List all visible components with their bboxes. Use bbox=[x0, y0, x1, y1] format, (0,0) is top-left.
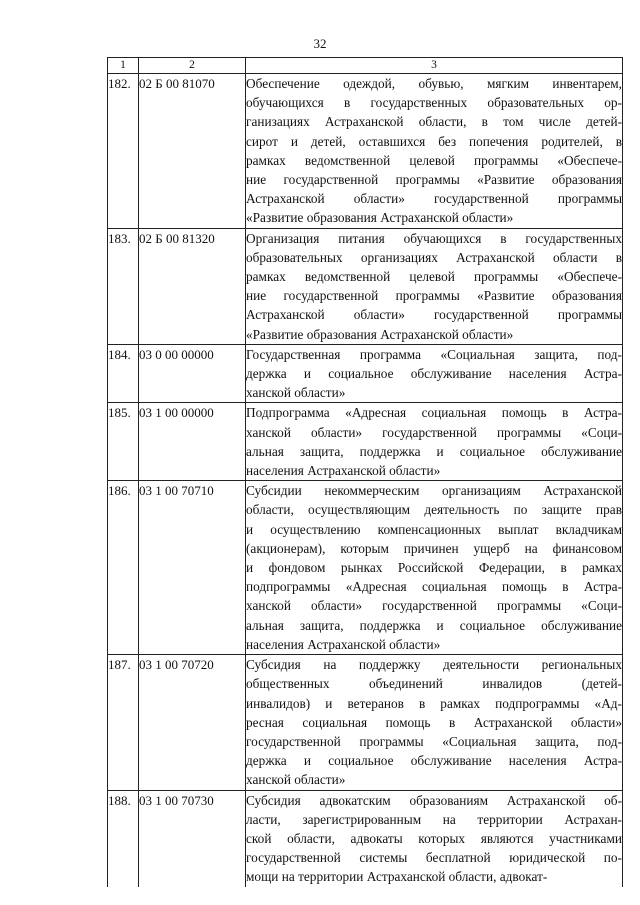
budget-code-table bbox=[107, 57, 623, 887]
row-description bbox=[246, 403, 623, 481]
budget-code: 03 1 00 00000 bbox=[139, 403, 246, 481]
description-line: и осуществлению компенсационных выплат вкладчикам bbox=[246, 521, 622, 537]
description-line: обучающихся в государственных образовательных ор- bbox=[246, 95, 622, 111]
table-body bbox=[108, 74, 623, 887]
table-row bbox=[108, 403, 623, 481]
description-line: Подпрограмма «Адресная социальная помощь в Астра- bbox=[246, 405, 622, 421]
row-number: 188. bbox=[108, 790, 139, 887]
description-line: альная защита, поддержка и социальное обслуживание bbox=[246, 617, 622, 633]
description-line: и фондовом рынках Российской Федерации, в рамках bbox=[246, 560, 622, 576]
description-line: держка и социальное обслуживание населения Астра- bbox=[246, 753, 622, 769]
budget-code: 03 1 00 70730 bbox=[139, 790, 246, 887]
description-line: Астраханской области» государственной программы bbox=[246, 307, 622, 323]
description-line: ресная социальная помощь в Астраханской области» bbox=[246, 714, 622, 730]
description-line: ласти, зарегистрированным на территории Астрахан- bbox=[246, 811, 622, 827]
row-description bbox=[246, 790, 623, 887]
description-line: «Развитие образования Астраханской области» bbox=[246, 326, 514, 342]
description-line: ние государственной программы «Развитие образования bbox=[246, 288, 622, 304]
description-line: ханской области» государственной программы «Соци- bbox=[246, 598, 622, 614]
table-row bbox=[108, 228, 623, 344]
table-row bbox=[108, 74, 623, 229]
description-line: Субсидия адвокатским образованиям Астраханской об- bbox=[246, 792, 622, 808]
description-line: сирот и детей, оставшихся без попечения родителей, в bbox=[246, 133, 622, 149]
description-line: Астраханской области» государственной программы bbox=[246, 191, 622, 207]
row-description bbox=[246, 655, 623, 790]
row-description bbox=[246, 481, 623, 655]
row-description bbox=[246, 228, 623, 344]
table-row bbox=[108, 481, 623, 655]
description-line: ханской области» государственной программы «Соци- bbox=[246, 424, 622, 440]
description-line: образовательных организациях Астраханской области в bbox=[246, 249, 622, 265]
header-col-1: 1 bbox=[108, 58, 139, 74]
header-col-2: 2 bbox=[139, 58, 246, 74]
description-line: «Развитие образования Астраханской области» bbox=[246, 210, 514, 226]
description-line: ганизациях Астраханской области, в том числе детей- bbox=[246, 114, 622, 130]
description-line: Субсидии некоммерческим организациям Астраханской bbox=[246, 483, 622, 499]
row-description bbox=[246, 344, 623, 403]
description-line: Субсидия на поддержку деятельности региональных bbox=[246, 657, 622, 673]
description-line: рамках ведомственной целевой программы «Обеспече- bbox=[246, 152, 622, 168]
description-line: государственной программы «Социальная защита, под- bbox=[246, 733, 622, 749]
description-line: инвалидов) и ветеранов в рамках подпрограммы «Ад- bbox=[246, 695, 622, 711]
budget-code: 03 0 00 00000 bbox=[139, 344, 246, 403]
table-header-row bbox=[108, 58, 623, 74]
row-number: 183. bbox=[108, 228, 139, 344]
row-number: 186. bbox=[108, 481, 139, 655]
description-line: мощи на территории Астраханской области, адвокат- bbox=[246, 869, 548, 885]
description-line: государственной системы бесплатной юридической по- bbox=[246, 850, 622, 866]
description-line: ханской области» bbox=[246, 772, 346, 788]
page-number: 32 bbox=[313, 36, 327, 51]
description-line: рамках ведомственной целевой программы «Обеспече- bbox=[246, 269, 622, 285]
table-row bbox=[108, 655, 623, 790]
description-line: (акционерам), которым причинен ущерб на финансовом bbox=[246, 540, 622, 556]
description-line: Государственная программа «Социальная защита, под- bbox=[246, 346, 622, 362]
description-line: области, осуществляющим деятельность по защите прав bbox=[246, 502, 622, 518]
row-number: 185. bbox=[108, 403, 139, 481]
budget-code: 03 1 00 70710 bbox=[139, 481, 246, 655]
description-line: подпрограммы «Адресная социальная помощь в Астра- bbox=[246, 579, 622, 595]
description-line: общественных объединений инвалидов (детей- bbox=[246, 676, 622, 692]
description-line: ние государственной программы «Развитие образования bbox=[246, 172, 622, 188]
description-line: населения Астраханской области» bbox=[246, 463, 441, 479]
description-line: ханской области» bbox=[246, 385, 346, 401]
row-number: 187. bbox=[108, 655, 139, 790]
description-line: ской области, адвокаты которых являются участниками bbox=[246, 830, 622, 846]
description-line: населения Астраханской области» bbox=[246, 636, 441, 652]
description-line: Обеспечение одеждой, обувью, мягким инвентарем, bbox=[246, 76, 622, 91]
row-description bbox=[246, 74, 623, 229]
row-number: 184. bbox=[108, 344, 139, 403]
description-line: Организация питания обучающихся в государственных bbox=[246, 230, 622, 246]
budget-code: 03 1 00 70720 bbox=[139, 655, 246, 790]
budget-code: 02 Б 00 81320 bbox=[139, 228, 246, 344]
table-row bbox=[108, 790, 623, 887]
row-number: 182. bbox=[108, 74, 139, 229]
budget-code: 02 Б 00 81070 bbox=[139, 74, 246, 229]
description-line: альная защита, поддержка и социальное обслуживание bbox=[246, 443, 622, 459]
table-row bbox=[108, 344, 623, 403]
header-col-3: 3 bbox=[246, 58, 623, 74]
description-line: держка и социальное обслуживание населения Астра- bbox=[246, 366, 622, 382]
